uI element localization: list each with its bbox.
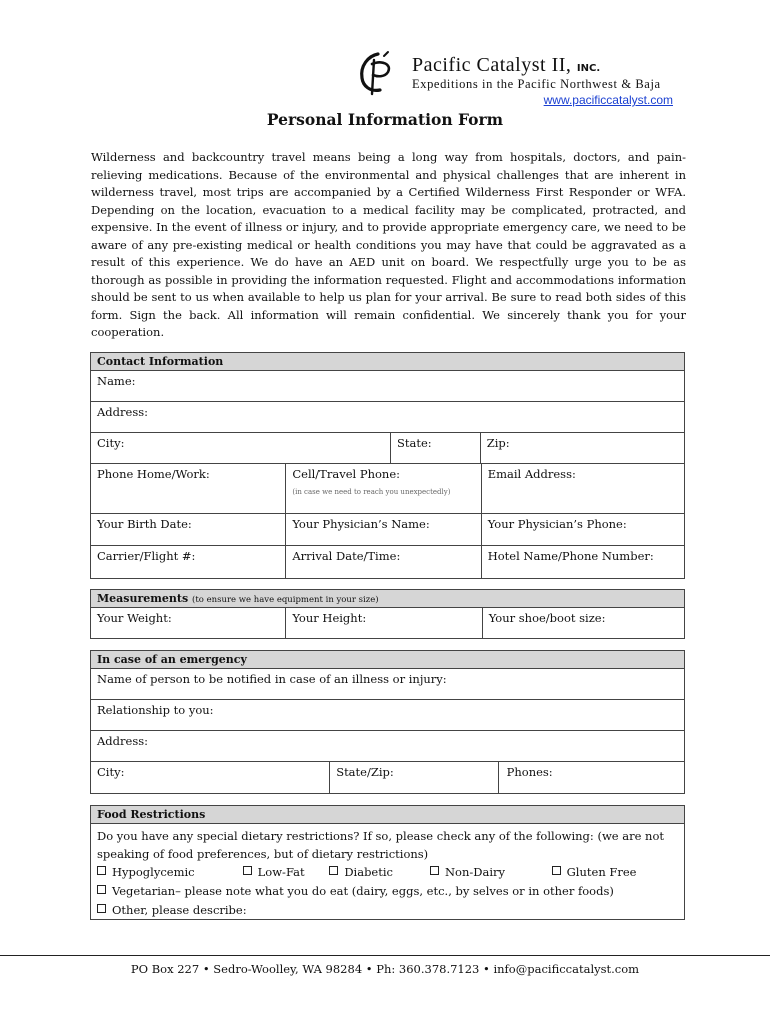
section-heading: Measurements (to ensure we have equipment in your size)	[91, 590, 684, 608]
city-field[interactable]: City:	[97, 436, 125, 450]
diabetic-option[interactable]: Diabetic	[329, 863, 426, 882]
phone-field[interactable]: Phone Home/Work:	[97, 467, 210, 481]
state-field[interactable]: State:	[390, 433, 480, 463]
checkbox[interactable]	[97, 866, 106, 875]
footer-contact: PO Box 227 • Sedro-Woolley, WA 98284 • Ph: 360.378.7123 • info@pacificcatalyst.com	[130, 962, 640, 976]
intro-paragraph: Wilderness and backcountry travel means being a long way from hospitals, doctors, and pain-relieving medications. Because of the environmental and physical challenges that are inherent in wilderness travel, most trips are accompanied by a Certified Wilderness First Responder or WFA. Depending on the location, evacuation to a medical facility may be complicated, protracted, and expensive. In the event of illness or injury, and to provide appropriate emergency care, we need to be aware of any pre-existing medical or health conditions you may have that could be aggravated as a result of this experience. We do have an AED unit on board. We respectfully urge you to be as thorough as possible in providing the information requested. Flight and accommodations information should be sent to us when available to help us plan for your arrival. Be sure to read both sides of this form. Sign the back. All information will remain confidential. We sincerely thank you for your cooperation.	[91, 150, 686, 339]
physician-name-field[interactable]: Your Physician’s Name:	[285, 514, 480, 545]
section-heading: In case of an emergency	[91, 651, 684, 669]
contact-information-section	[90, 352, 685, 579]
other-option[interactable]: Other, please describe:	[97, 901, 678, 920]
hypoglycemic-option[interactable]: Hypoglycemic	[97, 863, 239, 882]
address-field[interactable]: Address:	[97, 405, 149, 419]
checkbox[interactable]	[243, 866, 252, 875]
checkbox[interactable]	[97, 885, 106, 894]
emergency-phones-field[interactable]: Phones:	[498, 762, 684, 793]
shoe-size-field[interactable]: Your shoe/boot size:	[482, 608, 684, 638]
emergency-contact-name-field[interactable]: Name of person to be notified in case of an illness or injury:	[97, 672, 447, 686]
height-field[interactable]: Your Height:	[285, 608, 481, 638]
company-logo	[350, 50, 670, 96]
zip-field[interactable]: Zip:	[480, 433, 684, 463]
footer-divider	[0, 955, 770, 956]
section-heading: Food Restrictions	[91, 806, 684, 824]
cell-phone-field[interactable]	[285, 464, 480, 513]
non-dairy-option[interactable]: Non-Dairy	[430, 863, 548, 882]
checkbox[interactable]	[329, 866, 338, 875]
relationship-field[interactable]: Relationship to you:	[97, 703, 214, 717]
company-tagline: Expeditions in the Pacific Northwest & Baja	[412, 77, 661, 91]
food-options-row	[97, 863, 678, 882]
measurements-section	[90, 589, 685, 639]
physician-phone-field[interactable]: Your Physician’s Phone:	[481, 514, 684, 545]
checkbox[interactable]	[430, 866, 439, 875]
checkbox[interactable]	[552, 866, 561, 875]
company-name: Pacific Catalyst II, INC.	[412, 54, 601, 76]
food-question: Do you have any special dietary restrictions? If so, please check any of the following: (we are not speaking of food preferences, but of dietary restrictions)	[97, 829, 665, 861]
emergency-city-field[interactable]: City:	[97, 765, 125, 779]
carrier-flight-field[interactable]: Carrier/Flight #:	[97, 549, 196, 563]
vegetarian-option[interactable]: Vegetarian– please note what you do eat (dairy, eggs, etc., by selves or in other foods)	[97, 882, 678, 901]
low-fat-option[interactable]: Low-Fat	[243, 863, 326, 882]
emergency-state-zip-field[interactable]: State/Zip:	[329, 762, 497, 793]
pc-monogram-logo-icon	[350, 50, 400, 96]
arrival-field[interactable]: Arrival Date/Time:	[285, 546, 480, 578]
website-link[interactable]: www.pacificcatalyst.com	[543, 93, 673, 107]
cell-phone-hint: (in case we need to reach you unexpectedly)	[292, 488, 451, 496]
food-restrictions-section	[90, 805, 685, 920]
weight-field[interactable]: Your Weight:	[97, 611, 172, 625]
checkbox[interactable]	[97, 904, 106, 913]
food-restrictions-body	[91, 824, 684, 924]
emergency-address-field[interactable]: Address:	[97, 734, 149, 748]
name-field[interactable]: Name:	[97, 374, 136, 388]
cell-phone-label: Cell/Travel Phone:	[292, 467, 400, 481]
birth-date-field[interactable]: Your Birth Date:	[97, 517, 192, 531]
emergency-section	[90, 650, 685, 794]
section-heading: Contact Information	[91, 353, 684, 371]
page-title: Personal Information Form	[266, 110, 504, 129]
email-field[interactable]: Email Address:	[481, 464, 684, 513]
hotel-field[interactable]: Hotel Name/Phone Number:	[481, 546, 684, 578]
gluten-free-option[interactable]: Gluten Free	[552, 863, 637, 882]
